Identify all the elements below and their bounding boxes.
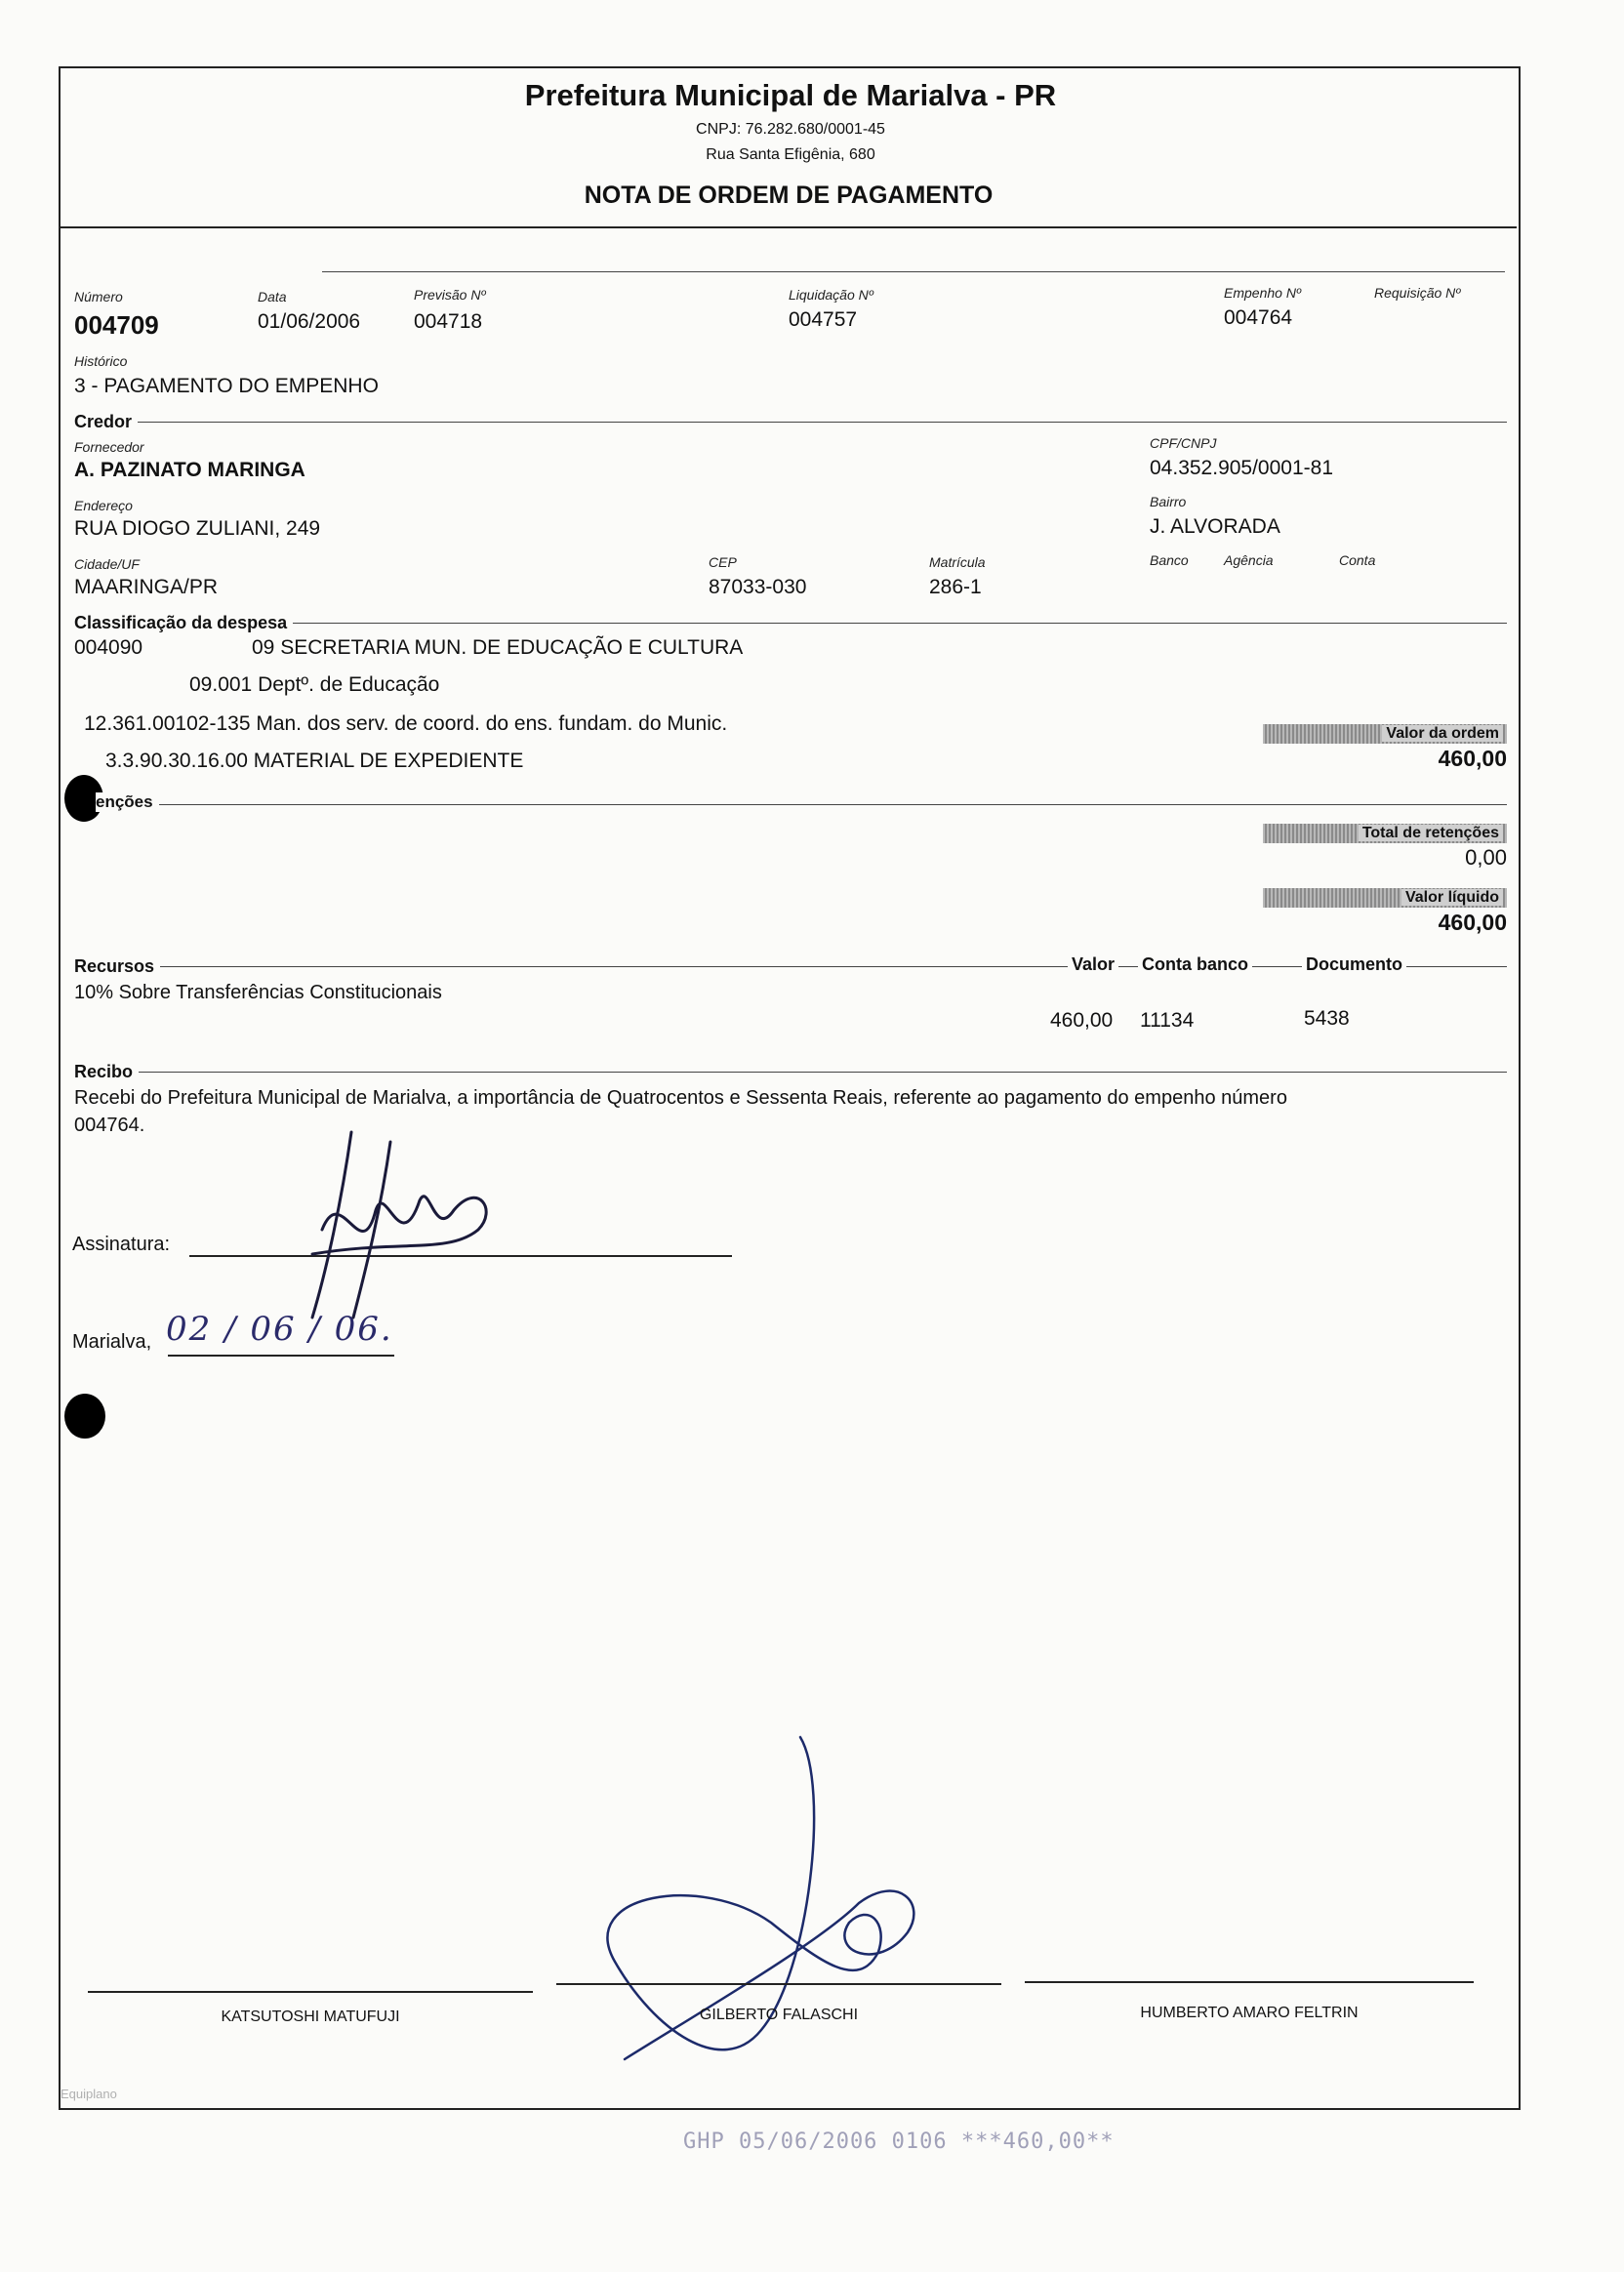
classificacao-line2: 09.001 Deptº. de Educação bbox=[189, 673, 440, 696]
assinatura-label: Assinatura: bbox=[72, 1234, 171, 1255]
date-line bbox=[168, 1355, 394, 1357]
numero-value: 004709 bbox=[74, 310, 159, 340]
bairro-label: Bairro bbox=[1150, 494, 1187, 509]
signature-line-3 bbox=[1025, 1981, 1474, 1983]
signature-name-2: GILBERTO FALASCHI bbox=[699, 2007, 859, 2023]
recibo-section: Recibo bbox=[74, 1062, 139, 1082]
bank-stamp: GHP 05/06/2006 0106 ***460,00** bbox=[683, 2130, 1115, 2154]
recibo-text-line2: 004764. bbox=[74, 1115, 145, 1136]
endereco-label: Endereço bbox=[74, 498, 133, 513]
recursos-section: Recursos bbox=[74, 956, 160, 977]
punch-hole-2 bbox=[64, 1394, 105, 1439]
credor-rule bbox=[74, 422, 1507, 423]
data-label: Data bbox=[258, 289, 287, 304]
header-divider bbox=[61, 226, 1517, 228]
signature-name-3: HUMBERTO AMARO FELTRIN bbox=[1140, 2005, 1359, 2021]
official-signature bbox=[586, 1727, 995, 2079]
data-value: 01/06/2006 bbox=[258, 310, 361, 333]
recursos-documento-label: Documento bbox=[1302, 954, 1406, 975]
cep-value: 87033-030 bbox=[709, 576, 807, 598]
empenho-value: 004764 bbox=[1224, 306, 1293, 329]
cep-label: CEP bbox=[709, 554, 737, 570]
endereco-value: RUA DIOGO ZULIANI, 249 bbox=[74, 517, 321, 540]
valor-ordem-bar bbox=[1263, 724, 1507, 744]
classificacao-code: 004090 bbox=[74, 636, 143, 659]
valor-liquido-bar bbox=[1263, 888, 1507, 908]
recursos-rule bbox=[74, 966, 1507, 967]
historico-value: 3 - PAGAMENTO DO EMPENHO bbox=[74, 375, 379, 397]
requisicao-label: Requisição Nº bbox=[1374, 285, 1461, 301]
signature-name-1: KATSUTOSHI MATUFUJI bbox=[221, 2008, 400, 2025]
classificacao-line4: 3.3.90.30.16.00 MATERIAL DE EXPEDIENTE bbox=[105, 750, 524, 772]
fornecedor-value: A. PAZINATO MARINGA bbox=[74, 459, 305, 481]
page-title: Prefeitura Municipal de Marialva - PR bbox=[524, 78, 1057, 112]
retencoes-section: enções bbox=[96, 792, 159, 812]
matricula-value: 286-1 bbox=[929, 576, 982, 598]
recursos-valor-label: Valor bbox=[1068, 954, 1118, 975]
recibo-signature bbox=[283, 1122, 517, 1337]
document-title: NOTA DE ORDEM DE PAGAMENTO bbox=[584, 182, 994, 209]
recursos-conta: 11134 bbox=[1140, 1009, 1195, 1032]
local-label: Marialva, bbox=[72, 1331, 152, 1353]
total-retencoes-bar bbox=[1263, 824, 1507, 843]
address-text: Rua Santa Efigênia, 680 bbox=[706, 146, 875, 163]
signature-line-2 bbox=[556, 1983, 1001, 1985]
cnpj-text: CNPJ: 76.282.680/0001-45 bbox=[696, 121, 885, 138]
retencoes-rule bbox=[74, 804, 1507, 805]
liquidacao-value: 004757 bbox=[789, 308, 858, 331]
recibo-text-line1: Recebi do Prefeitura Municipal de Marialva, a importância de Quatrocentos e Sessenta Reais, referente ao pagamento do empenho número bbox=[74, 1087, 1287, 1109]
valor-ordem-label: Valor da ordem bbox=[1382, 725, 1503, 742]
bairro-value: J. ALVORADA bbox=[1150, 515, 1280, 538]
recursos-descricao: 10% Sobre Transferências Constitucionais bbox=[74, 982, 442, 1003]
classificacao-line1: 09 SECRETARIA MUN. DE EDUCAÇÃO E CULTURA bbox=[252, 636, 744, 659]
valor-liquido-label: Valor líquido bbox=[1401, 889, 1503, 906]
liquidacao-label: Liquidação Nº bbox=[789, 287, 873, 303]
agencia-label: Agência bbox=[1224, 552, 1274, 568]
valor-ordem-value: 460,00 bbox=[1438, 746, 1507, 771]
cpf-value: 04.352.905/0001-81 bbox=[1150, 457, 1334, 479]
cidade-value: MAARINGA/PR bbox=[74, 576, 219, 598]
total-retencoes-value: 0,00 bbox=[1465, 845, 1507, 870]
recursos-documento: 5438 bbox=[1304, 1007, 1350, 1030]
historico-label: Histórico bbox=[74, 353, 128, 369]
recibo-rule bbox=[74, 1072, 1507, 1073]
software-watermark: Equiplano bbox=[61, 2087, 117, 2101]
conta-label: Conta bbox=[1339, 552, 1376, 568]
classificacao-line3: 12.361.00102-135 Man. dos serv. de coord. do ens. fundam. do Munic. bbox=[84, 712, 728, 735]
cpf-label: CPF/CNPJ bbox=[1150, 435, 1217, 451]
total-retencoes-label: Total de retenções bbox=[1359, 825, 1503, 841]
banco-label: Banco bbox=[1150, 552, 1189, 568]
numero-label: Número bbox=[74, 289, 123, 304]
cidade-label: Cidade/UF bbox=[74, 556, 140, 572]
recursos-conta-label: Conta banco bbox=[1138, 954, 1252, 975]
previsao-label: Previsão Nº bbox=[414, 287, 486, 303]
fields-top-rule bbox=[322, 271, 1505, 272]
matricula-label: Matrícula bbox=[929, 554, 986, 570]
signature-line-1 bbox=[88, 1991, 533, 1993]
valor-liquido-value: 460,00 bbox=[1438, 910, 1507, 935]
empenho-label: Empenho Nº bbox=[1224, 285, 1302, 301]
handwritten-date: 02 / 06 / 06. bbox=[166, 1310, 393, 1349]
previsao-value: 004718 bbox=[414, 310, 483, 333]
classificacao-section: Classificação da despesa bbox=[74, 613, 293, 633]
recursos-valor: 460,00 bbox=[1050, 1009, 1114, 1032]
credor-section: Credor bbox=[74, 412, 138, 432]
fornecedor-label: Fornecedor bbox=[74, 439, 144, 455]
